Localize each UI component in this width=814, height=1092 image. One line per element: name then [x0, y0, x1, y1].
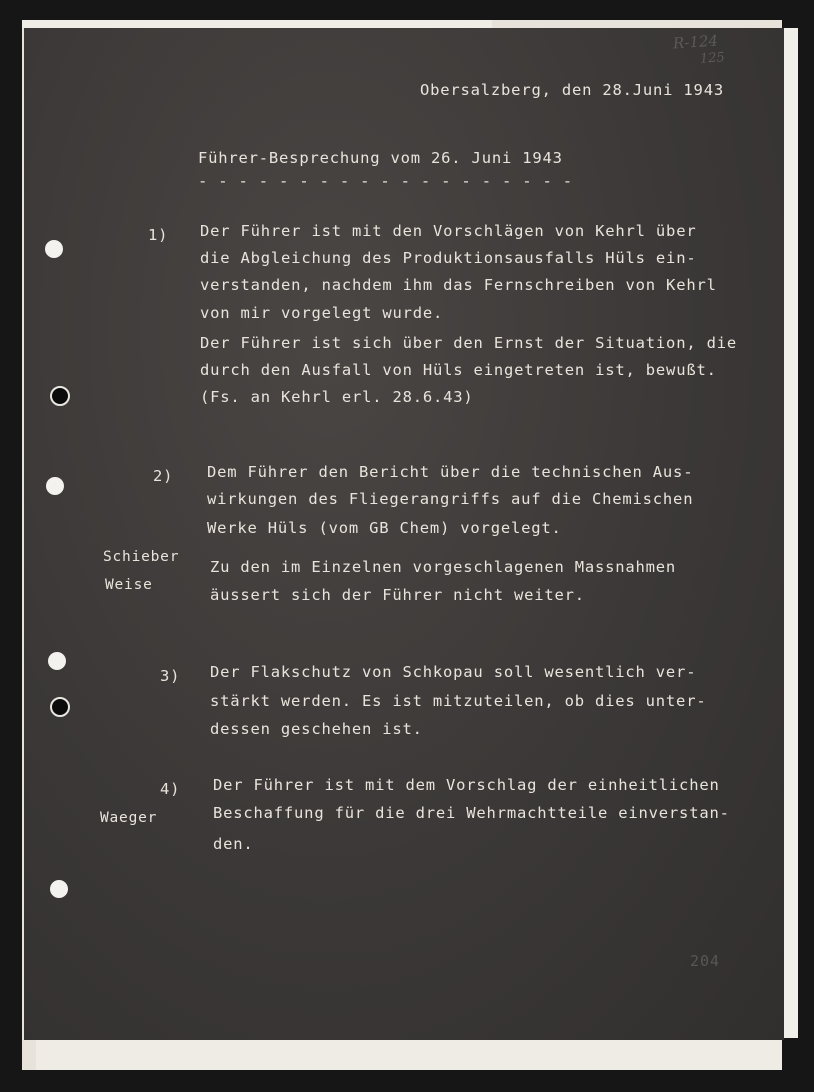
item-1-line-1: Der Führer ist mit den Vorschlägen von Kehrl über: [200, 222, 697, 240]
place-date: Obersalzberg, den 28.Juni 1943: [420, 81, 724, 99]
paper-edge-right: [782, 28, 798, 1038]
document-title: Führer-Besprechung vom 26. Juni 1943: [198, 149, 563, 167]
punch-hole: [48, 652, 66, 670]
paper-edge-top: [22, 20, 492, 28]
item-1-line-4: von mir vorgelegt wurde.: [200, 304, 444, 322]
item-4-line-2: Beschaffung für die drei Wehrmachtteile einverstan-: [213, 804, 730, 822]
item-1-line-6: durch den Ausfall von Hüls eingetreten ist, bewußt.: [200, 361, 717, 379]
item-1-line-2: die Abgleichung des Produktionsausfalls Hüls ein-: [200, 249, 697, 267]
paper-edge-bottom: [36, 1040, 782, 1070]
item-2-line-5: äussert sich der Führer nicht weiter.: [210, 586, 585, 604]
item-1-line-3: verstanden, nachdem ihm das Fernschreiben von Kehrl: [200, 276, 717, 294]
title-underline: - - - - - - - - - - - - - - - - - - -: [198, 172, 573, 190]
item-number-2: 2): [153, 467, 174, 485]
item-4-line-3: den.: [213, 835, 254, 853]
item-3-line-2: stärkt werden. Es ist mitzuteilen, ob dies unter-: [210, 692, 707, 710]
item-1-line-7: (Fs. an Kehrl erl. 28.6.43): [200, 388, 474, 406]
item-2-line-1: Dem Führer den Bericht über die technischen Aus-: [207, 463, 694, 481]
margin-note-schieber: Schieber: [103, 549, 180, 565]
item-2-line-3: Werke Hüls (vom GB Chem) vorgelegt.: [207, 519, 562, 537]
margin-note-waeger: Waeger: [100, 810, 158, 826]
archive-reference-line-1: R-124: [672, 31, 719, 53]
item-3-line-1: Der Flakschutz von Schkopau soll wesentlich ver-: [210, 663, 697, 681]
item-number-3: 3): [160, 667, 181, 685]
punch-hole: [50, 386, 70, 406]
page-stamp: 204: [690, 952, 721, 970]
punch-hole: [50, 697, 70, 717]
item-number-4: 4): [160, 780, 181, 798]
item-4-line-1: Der Führer ist mit dem Vorschlag der einheitlichen: [213, 776, 720, 794]
archive-reference-line-2: 125: [699, 50, 726, 67]
item-2-line-2: wirkungen des Fliegerangriffs auf die Chemischen: [207, 490, 694, 508]
punch-hole: [45, 240, 63, 258]
item-1-line-5: Der Führer ist sich über den Ernst der Situation, die: [200, 334, 737, 352]
item-number-1: 1): [148, 226, 169, 244]
punch-hole: [50, 880, 68, 898]
punch-hole: [46, 477, 64, 495]
item-3-line-3: dessen geschehen ist.: [210, 720, 423, 738]
margin-note-weise: Weise: [105, 577, 153, 593]
item-2-line-4: Zu den im Einzelnen vorgeschlagenen Massnahmen: [210, 558, 677, 576]
